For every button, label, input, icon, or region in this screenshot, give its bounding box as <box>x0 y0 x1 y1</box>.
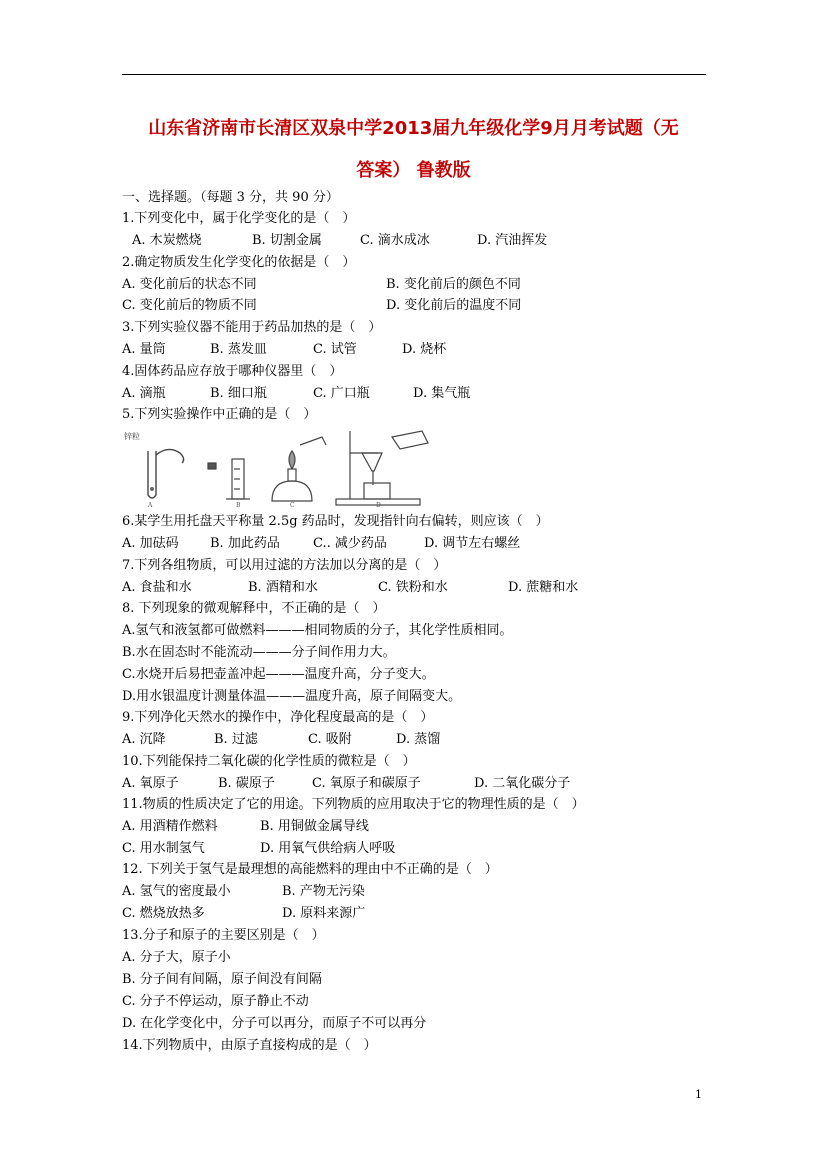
option-c: C. 广口瓶 <box>313 386 370 401</box>
option-c: C. 变化前后的物质不同 <box>122 298 257 313</box>
option-d: D. 二氧化碳分子 <box>474 776 571 791</box>
question-13-option-d: D. 在化学变化中，分子可以再分，而原子不可以再分 <box>122 1016 427 1031</box>
option-a: A. 食盐和水 <box>122 580 192 595</box>
option-b: B. 酒精和水 <box>248 580 318 595</box>
question-9-stem: 9.下列净化天然水的操作中，净化程度最高的是（ ） <box>122 710 434 725</box>
option-c: C. 滴水成冰 <box>360 233 430 248</box>
option-c: C. 吸附 <box>308 732 352 747</box>
option-c: C. 铁粉和水 <box>378 580 448 595</box>
figure-b-graduated-cylinder <box>208 459 250 499</box>
option-c: C. 用水制氢气 <box>122 841 205 856</box>
figure-letter-a: A <box>148 502 153 509</box>
experiment-operations-figure <box>122 425 434 509</box>
option-b: B. 切割金属 <box>252 233 322 248</box>
option-a: A. 氢气的密度最小 <box>122 884 231 899</box>
document-title-line-2: 答案） 鲁教版 <box>356 160 471 181</box>
option-a: A. 用酒精作燃料 <box>122 819 218 834</box>
option-a: A. 氧原子 <box>122 776 179 791</box>
option-c: C.. 减少药品 <box>313 536 387 551</box>
option-d: D. 调节左右螺丝 <box>424 536 521 551</box>
option-c: C. 燃烧放热多 <box>122 906 205 921</box>
question-8-option-c: C.水烧开后易把壶盖冲起———温度升高，分子变大。 <box>122 667 435 682</box>
option-d: D. 用氧气供给病人呼吸 <box>260 841 396 856</box>
question-8-option-b: B.水在固态时不能流动———分子间作用力大。 <box>122 645 396 660</box>
option-d: D. 变化前后的温度不同 <box>386 298 522 313</box>
option-d: D. 汽油挥发 <box>477 233 548 248</box>
option-b: B. 用铜做金属导线 <box>260 819 369 834</box>
question-8-option-a: A.氢气和液氢都可做燃料———相同物质的分子，其化学性质相同。 <box>122 623 513 638</box>
figure-d-filtration-setup <box>336 431 428 505</box>
option-d: D. 集气瓶 <box>413 386 471 401</box>
figure-c-alcohol-lamp <box>272 437 326 501</box>
question-3-stem: 3.下列实验仪器不能用于药品加热的是（ ） <box>122 320 382 335</box>
option-a: A. 加砝码 <box>122 536 179 551</box>
question-8-stem: 8. 下列现象的微观解释中，不正确的是（ ） <box>122 601 386 616</box>
question-1-stem: 1.下列变化中，属于化学变化的是（ ） <box>122 211 356 226</box>
question-13-option-b: B. 分子间有间隔，原子间没有间隔 <box>122 972 322 987</box>
option-b: B. 加此药品 <box>210 536 280 551</box>
question-13-stem: 13.分子和原子的主要区别是（ ） <box>122 928 325 943</box>
option-a: A. 变化前后的状态不同 <box>122 277 257 292</box>
question-13-option-a: A. 分子大，原子小 <box>122 950 231 965</box>
question-14-stem: 14.下列物质中，由原子直接构成的是（ ） <box>122 1038 377 1053</box>
option-a: A. 木炭燃烧 <box>132 233 202 248</box>
question-8-option-d: D.用水银温度计测量体温———温度升高，原子间隔变大。 <box>122 689 462 704</box>
option-b: B. 碳原子 <box>218 776 275 791</box>
question-4-stem: 4.固体药品应存放于哪种仪器里（ ） <box>122 364 343 379</box>
figure-letter-d: D <box>376 502 381 509</box>
option-d: D. 蔗糖和水 <box>508 580 579 595</box>
page-number: 1 <box>695 1088 702 1101</box>
header-rule <box>122 74 706 75</box>
option-d: D. 蒸馏 <box>396 732 441 747</box>
option-b: B. 变化前后的颜色不同 <box>386 277 521 292</box>
option-d: D. 烧杯 <box>402 342 447 357</box>
question-13-option-c: C. 分子不停运动，原子静止不动 <box>122 994 309 1009</box>
figure-label-zinc: 锌粒 <box>124 432 140 441</box>
question-6-stem: 6.某学生用托盘天平称量 2.5g 药品时，发现指针向右偏转，则应该（ ） <box>122 514 549 529</box>
question-5-stem: 5.下列实验操作中正确的是（ ） <box>122 407 317 422</box>
figure-a-test-tube <box>148 449 184 498</box>
question-11-stem: 11.物质的性质决定了它的用途。下列物质的应用取决于它的物理性质的是（ ） <box>122 797 585 812</box>
figure-letter-c: C <box>290 502 295 509</box>
option-b: B. 产物无污染 <box>282 884 365 899</box>
option-b: B. 过滤 <box>214 732 258 747</box>
question-2-stem: 2.确定物质发生化学变化的依据是（ ） <box>122 255 356 270</box>
section-heading: 一、选择题。（每题 3 分，共 90 分） <box>122 190 339 205</box>
option-b: B. 蒸发皿 <box>210 342 267 357</box>
option-b: B. 细口瓶 <box>210 386 267 401</box>
question-7-stem: 7.下列各组物质，可以用过滤的方法加以分离的是（ ） <box>122 558 447 573</box>
option-a: A. 量筒 <box>122 342 166 357</box>
figure-letter-b: B <box>236 502 241 509</box>
document-title-line-1: 山东省济南市长清区双泉中学2013届九年级化学9月月考试题（无 <box>148 118 679 139</box>
option-a: A. 沉降 <box>122 732 166 747</box>
option-c: C. 氧原子和碳原子 <box>312 776 421 791</box>
option-d: D. 原料来源广 <box>282 906 366 921</box>
question-10-stem: 10.下列能保持二氧化碳的化学性质的微粒是（ ） <box>122 754 416 769</box>
option-a: A. 滴瓶 <box>122 386 166 401</box>
option-c: C. 试管 <box>313 342 357 357</box>
question-12-stem: 12. 下列关于氢气是最理想的高能燃料的理由中不正确的是（ ） <box>122 862 498 877</box>
